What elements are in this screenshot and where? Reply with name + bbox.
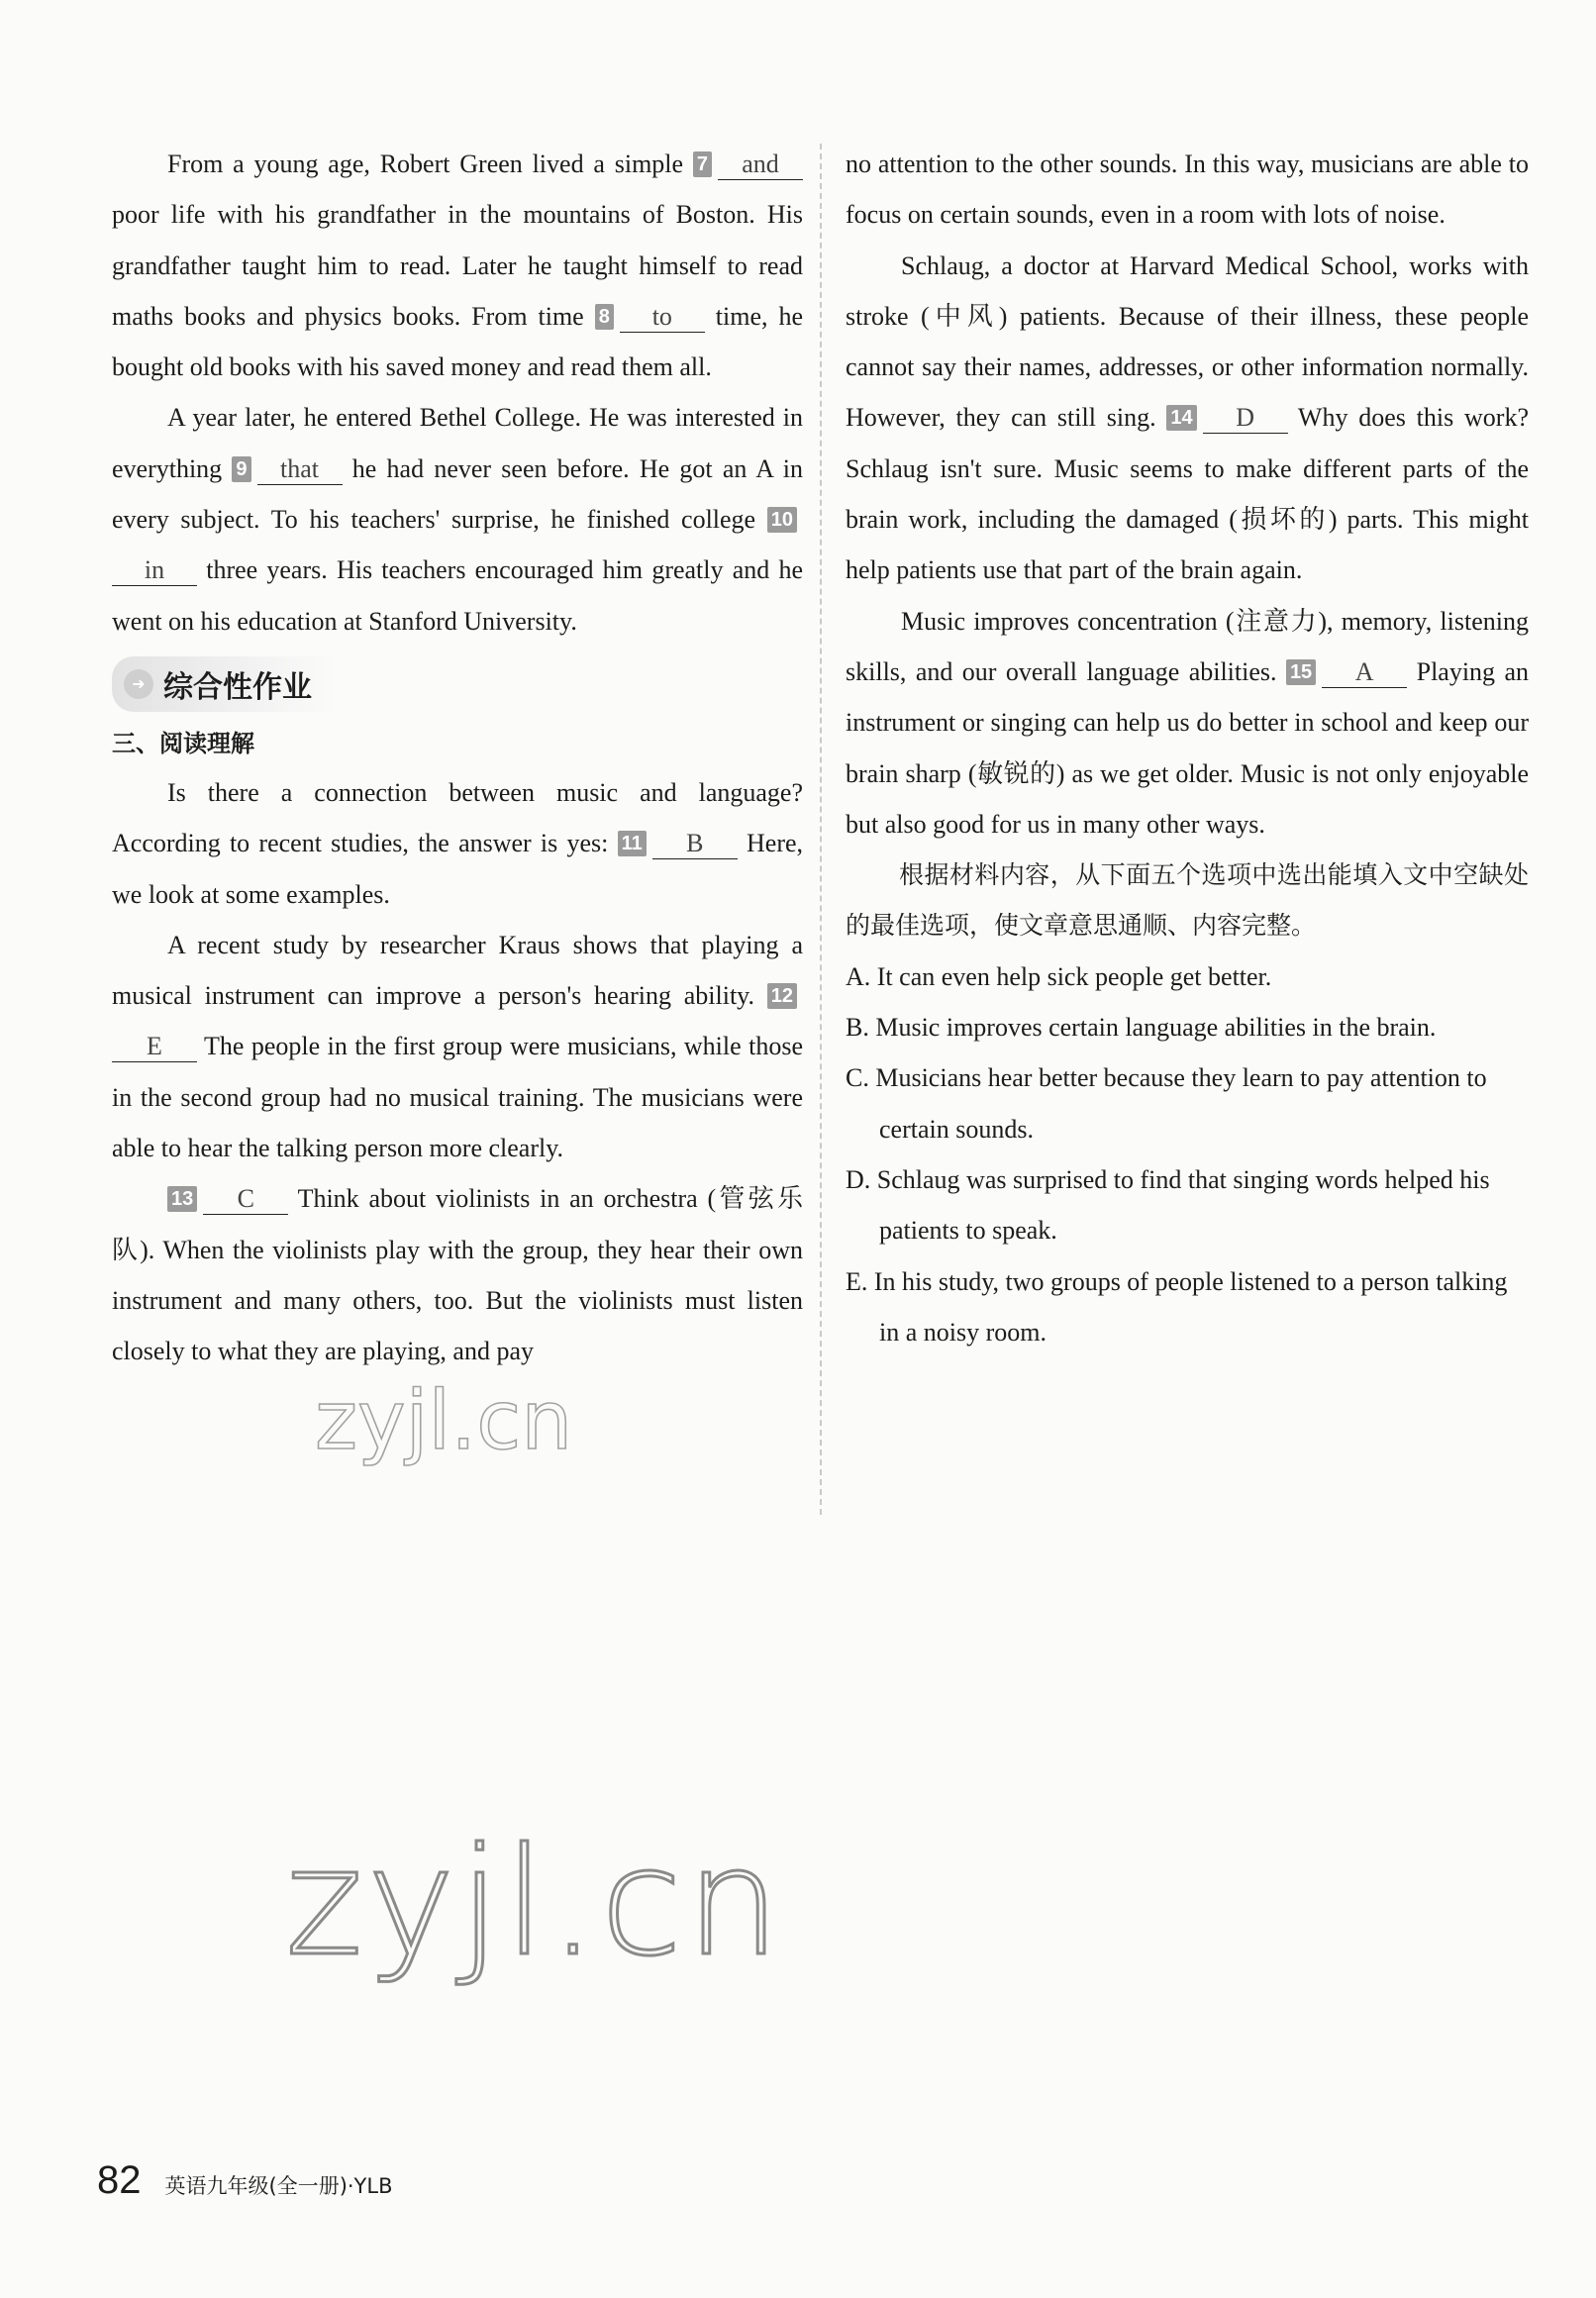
text-segment: A year later, he entered Bethel College. He was interested in everything [112, 403, 803, 483]
arrow-icon: ➜ [124, 669, 153, 699]
answer-blank-15[interactable]: A [1322, 657, 1407, 688]
passage1-paragraph-2 [112, 392, 803, 646]
question-number-14: 14 [1166, 405, 1196, 431]
question-number-7: 7 [693, 151, 712, 177]
page-number: 82 [97, 2158, 142, 2202]
text-segment: Think about violinists in an orchestra (管弦乐队). When the violinists play with the group, they hear their own instrument and many others, too. But the violinists must listen closely to what they are playing, and pay [112, 1184, 803, 1366]
answer-blank-14[interactable]: D [1203, 403, 1288, 434]
passage2-paragraph-3-continued: no attention to the other sounds. In this way, musicians are able to focus on certain sounds, even in a room with lots of noise. [846, 150, 1529, 230]
passage2-paragraph-1 [112, 767, 803, 920]
passage2-paragraph-3 [112, 1173, 803, 1376]
text-segment: poor life with his grandfather in the mountains of Boston. His grandfather taught him to read. Later he taught himself to read maths books and physics books. From time [112, 200, 803, 331]
option-a: A. It can even help sick people get better. [846, 961, 1272, 991]
text-segment: Schlaug, a doctor at Harvard Medical School, works with stroke (中风) patients. Because of their illness, these people cannot say their names, addresses, or other information normally. However, they can still sing. [846, 250, 1529, 433]
answer-blank-11[interactable]: B [652, 829, 738, 859]
question-number-8: 8 [595, 304, 614, 330]
option-d: D. Schlaug was surprised to find that singing words helped his patients to speak. [846, 1164, 1490, 1246]
passage2-paragraph-4 [846, 241, 1529, 596]
option-e: E. In his study, two groups of people listened to a person talking in a noisy room. [846, 1266, 1508, 1347]
answer-blank-10[interactable]: in [112, 555, 197, 586]
text-segment: he had never seen before. He got an A in every subject. To his teachers' surprise, he finished college [112, 453, 804, 535]
section-title: 综合性作业 [163, 669, 312, 705]
text-segment: Music improves concentration (注意力), memory, listening skills, and our overall language abilities. [846, 606, 1529, 686]
question-number-11: 11 [618, 831, 647, 856]
option-b: B. Music improves certain language abilities in the brain. [846, 1013, 1437, 1043]
passage2-paragraph-2 [112, 920, 803, 1173]
question-number-13: 13 [167, 1186, 197, 1212]
passage2-paragraph-5 [846, 596, 1529, 849]
text-segment: The people in the first group were musicians, while those in the second group had no musical training. The musicians were able to hear the talking person more clearly. [112, 1032, 804, 1163]
answer-blank-7[interactable]: and [718, 150, 803, 180]
section-heading [112, 656, 338, 712]
answer-blank-13[interactable]: C [203, 1184, 288, 1215]
left-column [112, 139, 803, 1377]
text-segment: Playing an instrument or singing can help us do better in school and keep our brain sharp (敏锐的) as we get older. Music is not only enjoyable but also good for us in many other ways. [846, 656, 1530, 839]
question-number-10: 10 [767, 507, 797, 533]
passage1-paragraph-1 [112, 139, 803, 392]
question-number-15: 15 [1286, 659, 1316, 685]
subsection-heading: 三、阅读理解 [112, 729, 254, 757]
question-number-12: 12 [767, 983, 797, 1009]
options-list [846, 951, 1529, 1357]
instructions: 根据材料内容，从下面五个选项中选出能填入文中空缺处的最佳选项，使文章意思通顺、内容完整。 [846, 860, 1529, 941]
text-segment: Why does this work? Schlaug isn't sure. Music seems to make different parts of the brain work, including the damaged (损坏的) parts. This might help patients use that part of the brain again. [846, 403, 1529, 585]
watermark-overlay: zyjl.cn [315, 1374, 573, 1468]
watermark: zyjl.cn [285, 1817, 785, 1989]
answer-blank-12[interactable]: E [112, 1032, 197, 1062]
column-divider [820, 144, 822, 1515]
text-segment: time, he bought old books with his saved money and read them all. [112, 301, 803, 382]
right-column [846, 139, 1529, 1357]
answer-blank-8[interactable]: to [620, 302, 705, 333]
text-segment: three years. His teachers encouraged him greatly and he went on his education at Stanford University. [112, 555, 803, 636]
book-title: 英语九年级(全一册)·YLB [164, 2174, 393, 2198]
option-c: C. Musicians hear better because they learn to pay attention to certain sounds. [846, 1063, 1487, 1144]
question-number-9: 9 [232, 456, 250, 482]
text-segment: From a young age, Robert Green lived a simple [167, 150, 684, 178]
page-footer [97, 2158, 393, 2203]
text-segment: A recent study by researcher Kraus shows that playing a musical instrument can improve a person's hearing ability. [112, 930, 803, 1011]
answer-blank-9[interactable]: that [257, 454, 343, 485]
text-segment: Here, we look at some examples. [112, 829, 804, 909]
text-segment: Is there a connection between music and language? According to recent studies, the answer is yes: [112, 777, 803, 858]
